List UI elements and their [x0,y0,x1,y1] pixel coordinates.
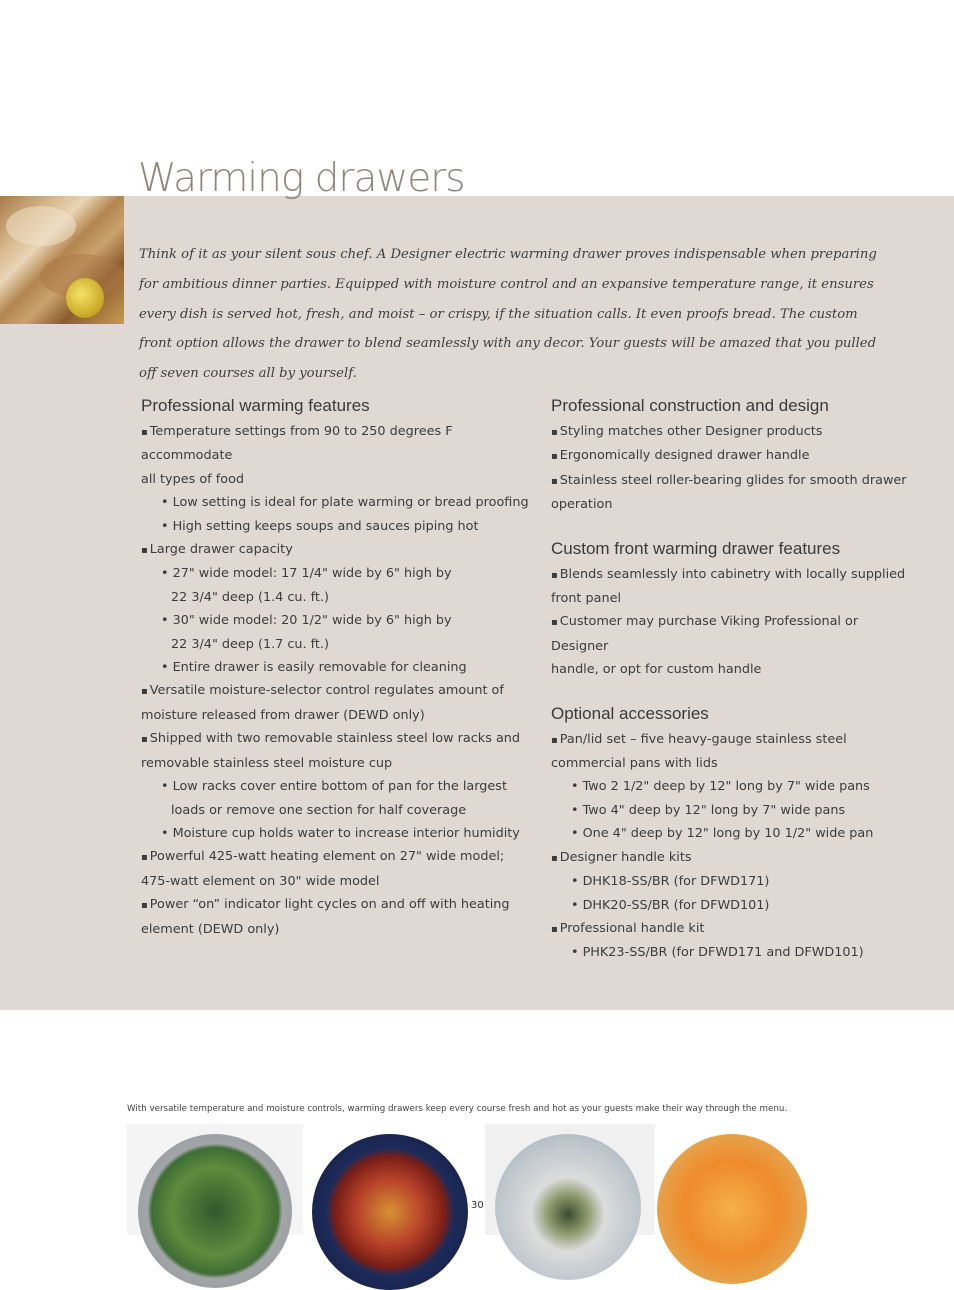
warming-features-section [141,394,531,941]
list-item: ▪ Powerful 425-watt heating element on 27" wide model; [141,845,531,869]
sub-list-item: • Entire drawer is easily removable for cleaning [141,656,531,679]
list-item: ▪ Stainless steel roller-bearing glides for smooth drawer [551,469,911,493]
feature-list [551,563,911,682]
list-item: ▪ Ergonomically designed drawer handle [551,444,911,468]
custom-front-section [551,537,911,682]
page-number: 30 [471,1200,484,1211]
feature-list [551,420,911,517]
construction-section [551,394,911,517]
sub-list-item: • 27" wide model: 17 1/4" wide by 6" high by [141,562,531,585]
page-title: Warming drawers [138,156,465,201]
list-item: ▪ Designer handle kits [551,846,911,870]
entree-plate-photo [495,1134,641,1280]
accessories-section [551,702,911,965]
sub-list-item: • Low racks cover entire bottom of pan for the largest [141,775,531,798]
list-item: ▪ Blends seamlessly into cabinetry with locally supplied [551,563,911,587]
list-item: ▪ Large drawer capacity [141,538,531,562]
list-item: ▪ Power “on” indicator light cycles on and off with heating [141,893,531,917]
sub-list-item: • Two 2 1/2" deep by 12" long by 7" wide pans [551,775,911,798]
sub-list-item: • One 4" deep by 12" long by 10 1/2" wide pan [551,822,911,845]
sub-list-item: • PHK23-SS/BR (for DFWD171 and DFWD101) [551,941,911,964]
list-item: operation [551,497,613,513]
chili-bowl-photo [312,1134,468,1290]
list-item: 22 3/4" deep (1.4 cu. ft.) [171,589,330,605]
list-item: loads or remove one section for half coverage [171,802,467,818]
sub-list-item: • DHK20-SS/BR (for DFWD101) [551,894,911,917]
list-item: 475-watt element on 30" wide model [141,873,380,889]
fruit-tart-photo [657,1134,807,1284]
list-item: removable stainless steel moisture cup [141,755,393,771]
sub-list-item: • Moisture cup holds water to increase interior humidity [141,822,531,845]
list-item: ▪ Styling matches other Designer products [551,420,911,444]
left-column [141,394,531,941]
sub-list-item: • Two 4" deep by 12" long by 7" wide pans [551,799,911,822]
list-item: ▪ Versatile moisture-selector control regulates amount of [141,679,531,703]
feature-list [141,420,531,941]
list-item: commercial pans with lids [551,756,718,772]
sub-list-item: • Low setting is ideal for plate warming or bread proofing [141,491,531,514]
salad-plate-photo [138,1134,292,1288]
list-item: ▪ Customer may purchase Viking Professional or Designer [551,610,911,658]
photo-caption: With versatile temperature and moisture controls, warming drawers keep every course fresh and hot as your guests make their way through the menu. [127,1104,788,1114]
list-item: all types of food [141,471,245,487]
section-heading: Professional warming features [141,396,370,415]
feature-list [551,728,911,965]
section-heading: Custom front warming drawer features [551,538,841,558]
list-item: moisture released from drawer (DEWD only) [141,707,425,723]
intro-paragraph: Think of it as your silent sous chef. A Designer electric warming drawer proves indispensable when preparing for ambitious dinner parties. Equipped with moisture control and an expansive temperature range, it ensures every dish is served hot, fresh, and moist – or crispy, if the situation calls. It even proofs bread. The custom front option allows the drawer to blend seamlessly with any decor. Your guests will be amazed that you pulled off seven courses all by yourself. [139,247,877,382]
list-item: ▪ Pan/lid set – five heavy-gauge stainless steel [551,728,911,752]
list-item: ▪ Shipped with two removable stainless steel low racks and [141,727,531,751]
list-item: handle, or opt for custom handle [551,662,762,678]
section-heading: Optional accessories [551,703,709,723]
sub-list-item: • 30" wide model: 20 1/2" wide by 6" high by [141,609,531,632]
right-column [551,394,911,965]
list-item: element (DEWD only) [141,921,280,937]
list-item: ▪ Temperature settings from 90 to 250 degrees F accommodate [141,420,531,468]
sub-list-item: • DHK18-SS/BR (for DFWD171) [551,870,911,893]
list-item: ▪ Professional handle kit [551,917,911,941]
list-item: 22 3/4" deep (1.7 cu. ft.) [171,636,330,652]
list-item: front panel [551,591,622,607]
bread-photo [0,196,124,324]
sub-list-item: • High setting keeps soups and sauces piping hot [141,515,531,538]
section-heading: Professional construction and design [551,396,829,415]
